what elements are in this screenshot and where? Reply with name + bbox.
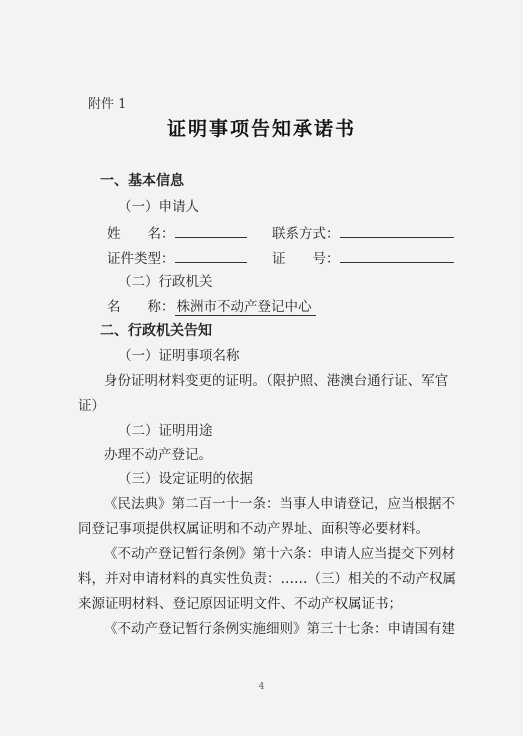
name-label: 姓 名： <box>107 226 175 242</box>
document-title: 证明事项告知承诺书 <box>166 118 356 140</box>
item2-text: 办理不动产登记。 <box>104 447 212 463</box>
contact-row <box>272 223 454 243</box>
item1-line2: 证） <box>78 398 105 414</box>
basis1-line1: 《民法典》第二百一十一条：当事人申请登记，应当根据不 <box>104 496 455 512</box>
agency-name-value: 株洲市不动产登记中心 <box>175 299 316 316</box>
idno-label: 证 号： <box>272 251 340 267</box>
basis2-line1: 《不动产登记暂行条例》第十六条：申请人应当提交下列材 <box>104 546 455 562</box>
item2-title: （二）证明用途 <box>118 423 213 439</box>
agency-name-label: 名 称： <box>107 299 175 315</box>
idno-blank <box>340 248 454 263</box>
agency-name-row <box>107 298 316 316</box>
idtype-label: 证件类型： <box>107 251 175 267</box>
idtype-row <box>107 248 247 268</box>
name-blank <box>175 223 247 238</box>
section-notice-heading: 二、行政机关告知 <box>100 323 212 339</box>
section-basic-info-heading: 一、基本信息 <box>100 173 184 189</box>
agency-subheading: （二）行政机关 <box>118 274 213 290</box>
basis3-line1: 《不动产登记暂行条例实施细则》第三十七条：申请国有建 <box>104 621 455 637</box>
contact-blank <box>340 223 454 238</box>
contact-label: 联系方式： <box>272 226 340 242</box>
idtype-blank <box>175 248 247 263</box>
item1-title: （一）证明事项名称 <box>118 348 240 364</box>
attachment-label: 附件 1 <box>88 97 127 112</box>
basis2-line2: 料，并对申请材料的真实性负责：……（三）相关的不动产权属 <box>78 571 456 587</box>
item3-title: （三）设定证明的依据 <box>118 471 253 487</box>
idno-row <box>272 248 454 268</box>
page-number: 4 <box>258 682 265 692</box>
basis2-line3: 来源证明材料、登记原因证明文件、不动产权属证书； <box>78 596 402 612</box>
name-row <box>107 223 247 243</box>
basis1-line2: 同登记事项提供权属证明和不动产界址、面积等必要材料。 <box>78 521 429 537</box>
applicant-subheading: （一）申请人 <box>118 199 199 215</box>
item1-line1: 身份证明材料变更的证明。（限护照、港澳台通行证、军官 <box>104 373 449 389</box>
